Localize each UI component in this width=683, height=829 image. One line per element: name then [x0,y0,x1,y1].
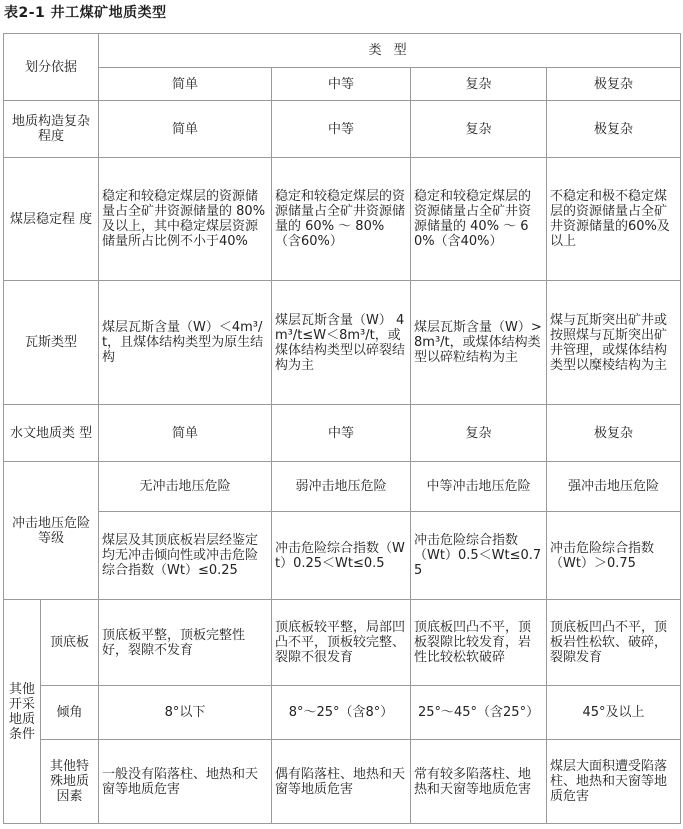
table-cell: 简单 [99,405,272,462]
header-type: 类 型 [99,34,681,68]
header-col-complex: 复杂 [411,68,547,101]
table-cell: 煤层瓦斯含量（W）＜4m³/t，且煤体结构类型为原生结构 [99,281,272,405]
table-cell: 中等冲击地压危险 [411,462,547,512]
table-cell: 简单 [99,101,272,158]
table-cell: 复杂 [411,101,547,158]
table-cell: 45°及以上 [547,686,681,740]
row-label-dip: 倾角 [41,686,99,740]
table-cell: 冲击危险综合指数（Wt）0.5＜Wt≤0.75 [411,512,547,600]
row-label-roof: 顶底板 [41,600,99,686]
table-cell: 冲击危险综合指数（Wt）＞0.75 [547,512,681,600]
row-label-impact: 冲击地压危险等级 [4,462,99,600]
row-label-hydro: 水文地质类 型 [4,405,99,462]
table-cell: 25°～45°（含25°） [411,686,547,740]
table-cell: 稳定和较稳定煤层的资源储量占全矿井资源储量的 80% 及以上，其中稳定煤层资源储量所占比例不小于40% [99,158,272,281]
table-cell: 稳定和较稳定煤层的资源储量占全矿井资源储量的 40% ～ 60%（含40%） [411,158,547,281]
table-cell: 偶有陷落柱、地热和天窗等地质危害 [272,740,411,824]
row-label-seam: 煤层稳定程 度 [4,158,99,281]
table-cell: 中等 [272,405,411,462]
header-col-medium: 中等 [272,68,411,101]
table-cell: 极复杂 [547,405,681,462]
table-cell: 8°～25°（含8°） [272,686,411,740]
table-cell: 无冲击地压危险 [99,462,272,512]
table-cell: 煤层及其顶底板岩层经鉴定均无冲击倾向性或冲击危险综合指数（Wt）≤0.25 [99,512,272,600]
header-col-simple: 简单 [99,68,272,101]
row-label-special: 其他特殊地质因素 [41,740,99,824]
table-cell: 稳定和较稳定煤层的资源储量占全矿井资源储量的 60% ～ 80%（含60%） [272,158,411,281]
table-cell: 顶底板凹凸不平，顶板裂隙比较发育，岩性比较松软破碎 [411,600,547,686]
table-cell: 冲击危险综合指数（Wt）0.25＜Wt≤0.5 [272,512,411,600]
header-basis: 划分依据 [4,34,99,101]
table-cell: 一般没有陷落柱、地热和天窗等地质危害 [99,740,272,824]
table-cell: 强冲击地压危险 [547,462,681,512]
table-cell: 煤与瓦斯突出矿井或按照煤与瓦斯突出矿井管理，或煤体结构类型以糜棱结构为主 [547,281,681,405]
table-cell: 顶底板平整，顶板完整性好，裂隙不发育 [99,600,272,686]
table-cell: 煤层瓦斯含量（W） 4m³/t≤W＜8m³/t，或煤体结构类型以碎裂结构为主 [272,281,411,405]
table-caption: 表2-1 井工煤矿地质类型 [4,5,167,21]
table-cell: 顶底板较平整，局部凹凸不平，顶板较完整、裂隙不很发育 [272,600,411,686]
table-cell: 8°以下 [99,686,272,740]
table-cell: 不稳定和极不稳定煤层的资源储量占全矿井资源储量的60%及以上 [547,158,681,281]
row-label-other: 其他开采地质条件 [4,600,41,824]
table-cell: 中等 [272,101,411,158]
mine-geology-table [3,33,681,824]
table-cell: 常有较多陷落柱、地热和天窗等地质危害 [411,740,547,824]
header-col-very-complex: 极复杂 [547,68,681,101]
table-cell: 煤层瓦斯含量（W）>8m³/t，或煤体结构类型以碎粒结构为主 [411,281,547,405]
table-cell: 复杂 [411,405,547,462]
table-cell: 极复杂 [547,101,681,158]
row-label-structure: 地质构造复杂程度 [4,101,99,158]
row-label-gas: 瓦斯类型 [4,281,99,405]
table-cell: 弱冲击地压危险 [272,462,411,512]
table-cell: 煤层大面积遭受陷落柱、地热和天窗等地质危害 [547,740,681,824]
table-cell: 顶底板凹凸不平，顶板岩性松软、破碎，裂隙发育 [547,600,681,686]
